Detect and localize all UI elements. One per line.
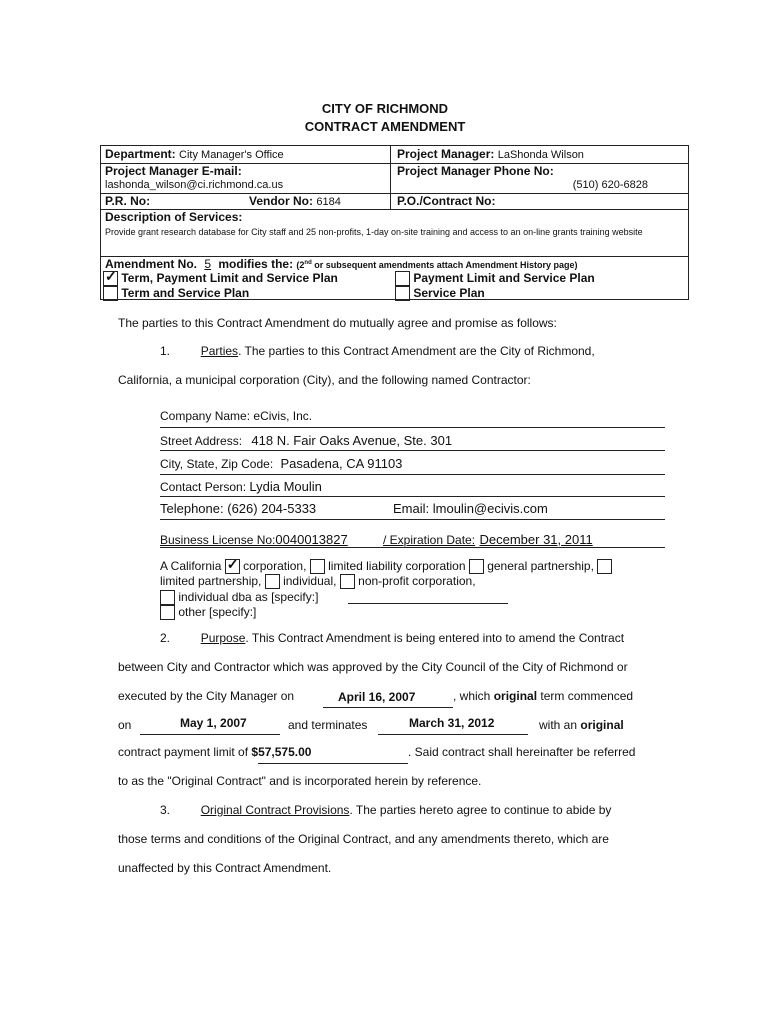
entity-type-other <box>160 605 256 620</box>
project-manager-label: Project Manager: <box>397 147 495 161</box>
street-address-value: 418 N. Fair Oaks Avenue, Ste. 301 <box>251 433 453 448</box>
entity-dba-label: individual dba as [specify:] <box>178 590 319 604</box>
payment-limit-label: contract payment limit of <box>118 745 249 759</box>
form-row-description <box>101 209 688 257</box>
form-row-department <box>101 146 688 164</box>
department-value: City Manager's Office <box>179 149 284 161</box>
checkbox-limited-partnership[interactable] <box>597 559 612 574</box>
section-2-text3a: executed by the City Manager on <box>118 689 295 703</box>
section-1-text2: California, a municipal corporation (City), and the following named Contractor: <box>118 373 531 387</box>
department-label: Department: <box>105 147 176 161</box>
license-line <box>160 547 665 548</box>
entity-type-dba <box>160 590 318 605</box>
pm-phone-label: Project Manager Phone No: <box>397 164 554 178</box>
modifies-label: modifies the: <box>218 257 294 271</box>
section-1-heading: Parties <box>200 344 239 358</box>
description-label: Description of Services: <box>105 210 243 224</box>
entity-non-profit-label: non-profit corporation, <box>358 574 476 588</box>
checkbox-payment-service[interactable] <box>395 271 410 286</box>
section-2-text3-rest <box>453 689 633 703</box>
amendment-note-sup: nd <box>304 260 312 266</box>
option-service-plan <box>395 286 485 301</box>
section-2-on: on <box>118 718 132 732</box>
checkbox-service-plan[interactable] <box>395 286 410 301</box>
intro-paragraph: The parties to this Contract Amendment do mutually agree and promise as follows: <box>118 316 557 330</box>
contact-person-value: Lydia Moulin <box>249 479 322 494</box>
telephone-value: (626) 204-5333 <box>227 501 317 516</box>
section-2-text6: to as the "Original Contract" and is incorporated herein by reference. <box>118 774 482 788</box>
checkbox-term-payment-service[interactable] <box>103 268 118 286</box>
checkbox-corporation[interactable] <box>225 556 240 574</box>
expiration-value: December 31, 2011 <box>479 532 593 547</box>
company-name-value: eCivis, Inc. <box>253 409 313 423</box>
section-2-text1: . This Contract Amendment is being entered into to amend the Contract <box>245 631 625 645</box>
section-2-heading: Purpose <box>200 631 246 645</box>
city-state-zip-value: Pasadena, CA 91103 <box>280 456 403 471</box>
email-field <box>393 501 548 516</box>
option-term-service-label: Term and Service Plan <box>121 286 250 300</box>
checkbox-general-partnership[interactable] <box>469 559 484 574</box>
dba-specify-line <box>348 603 508 604</box>
section-2-original-word-2: original <box>580 718 624 732</box>
approval-date-line <box>323 707 453 708</box>
checkbox-term-service[interactable] <box>103 286 118 301</box>
section-2-text3c: term commenced <box>540 689 634 703</box>
amendment-section <box>105 257 684 271</box>
entity-individual-label: individual, <box>283 574 337 588</box>
checkbox-other[interactable] <box>160 605 175 620</box>
telephone-field <box>160 501 316 516</box>
telephone-email-line <box>160 519 665 520</box>
section-3-number: 3. <box>160 803 171 817</box>
entity-limited-partnership-label: limited partnership, <box>160 574 262 588</box>
section-2-with-an: with an <box>539 718 578 732</box>
check-mark-icon: ✓ <box>226 556 239 573</box>
company-name-line <box>160 427 665 428</box>
business-license-value: 0040013827 <box>275 532 348 547</box>
option-term-payment-service-label: Term, Payment Limit and Service Plan <box>121 271 338 285</box>
amendment-number-value: 5 <box>204 257 212 271</box>
telephone-label: Telephone: <box>160 501 224 516</box>
company-name-label: Company Name: <box>160 409 251 423</box>
checkbox-llc[interactable] <box>310 559 325 574</box>
contact-person-field <box>160 479 322 494</box>
section-2-terminates: and terminates <box>288 718 368 732</box>
section-1-line1 <box>160 344 595 358</box>
checkbox-individual[interactable] <box>265 574 280 589</box>
section-2-text5a <box>118 745 311 759</box>
section-3-line1 <box>160 803 611 817</box>
street-address-line <box>160 450 665 451</box>
street-address-label: Street Address: <box>160 434 243 448</box>
section-2-line1 <box>160 631 624 645</box>
section-1-number: 1. <box>160 344 171 358</box>
contact-person-line <box>160 496 665 497</box>
section-2-original-word: original <box>493 689 538 703</box>
section-2-with-original <box>539 718 624 732</box>
entity-corporation-label: corporation, <box>243 559 307 573</box>
vendor-number-value: 6184 <box>316 196 341 208</box>
entity-other-label: other [specify:] <box>178 605 257 619</box>
street-address-field <box>160 433 452 448</box>
pm-email-value: lashonda_wilson@ci.richmond.ca.us <box>105 179 284 191</box>
amendment-number-label: Amendment No. <box>105 257 198 271</box>
project-manager-value: LaShonda Wilson <box>497 149 584 161</box>
payment-limit-line <box>258 763 408 764</box>
amendment-note-pre: (2 <box>296 260 305 270</box>
entity-type-line1 <box>160 556 612 574</box>
entity-a-california: A California <box>160 559 222 573</box>
option-payment-service <box>395 271 595 286</box>
section-1-text1: . The parties to this Contract Amendment are the City of Richmond, <box>238 344 595 358</box>
section-2-text5b: . Said contract shall hereinafter be referred <box>408 745 636 759</box>
po-contract-label: P.O./Contract No: <box>397 194 496 208</box>
vendor-number-label: Vendor No: <box>249 194 314 208</box>
option-term-payment-service <box>103 268 338 286</box>
term-end-line <box>378 734 528 735</box>
section-3-text3: unaffected by this Contract Amendment. <box>118 861 332 875</box>
section-3-text1: . The parties hereto agree to continue to abide by <box>349 803 612 817</box>
document-subtitle: CONTRACT AMENDMENT <box>304 119 466 134</box>
checkbox-non-profit[interactable] <box>340 574 355 589</box>
city-state-zip-field <box>160 456 402 471</box>
option-payment-service-label: Payment Limit and Service Plan <box>413 271 595 285</box>
description-value: Provide grant research database for City staff and 25 non-profits, 1-day on-site training and access to an on-line grants training website <box>105 227 643 237</box>
section-2-number: 2. <box>160 631 171 645</box>
check-mark-icon: ✓ <box>105 268 117 285</box>
section-2-text3b: , which <box>453 689 491 703</box>
section-3-heading: Original Contract Provisions <box>200 803 350 817</box>
city-state-zip-label: City, State, Zip Code: <box>160 457 274 471</box>
checkbox-individual-dba[interactable] <box>160 590 175 605</box>
term-start-value: May 1, 2007 <box>180 716 247 730</box>
term-end-value: March 31, 2012 <box>409 716 495 730</box>
amendment-header-form <box>100 145 689 300</box>
pm-email-label: Project Manager E-mail: <box>105 164 242 178</box>
section-2-text2: between City and Contractor which was approved by the City Council of the City of Richmond or <box>118 660 628 674</box>
entity-type-line2 <box>160 574 476 589</box>
section-3-text2: those terms and conditions of the Original Contract, and any amendments thereto, which are <box>118 832 609 846</box>
payment-limit-value: $57,575.00 <box>251 745 312 759</box>
email-value: lmoulin@ecivis.com <box>432 501 548 516</box>
document-title: CITY OF RICHMOND <box>321 101 449 116</box>
company-name-field <box>160 409 312 423</box>
pr-number-label: P.R. No: <box>105 194 151 208</box>
business-license-label: Business License No: <box>160 533 276 547</box>
entity-llc-label: limited liability corporation <box>328 559 466 573</box>
entity-general-partnership-label: general partnership, <box>487 559 594 573</box>
option-term-service <box>103 286 249 301</box>
form-row-contact <box>101 163 688 194</box>
form-column-divider <box>390 146 391 209</box>
email-label: Email: <box>393 501 430 516</box>
amendment-note: or subsequent amendments attach Amendment History page) <box>311 260 578 270</box>
approval-date-value: April 16, 2007 <box>338 690 416 704</box>
pm-phone-value: (510) 620-6828 <box>572 179 648 191</box>
expiration-label: / Expiration Date: <box>383 533 476 547</box>
term-start-line <box>140 734 280 735</box>
city-state-zip-line <box>160 474 665 475</box>
form-row-numbers <box>101 193 688 210</box>
contact-person-label: Contact Person: <box>160 480 247 494</box>
option-service-plan-label: Service Plan <box>413 286 485 300</box>
